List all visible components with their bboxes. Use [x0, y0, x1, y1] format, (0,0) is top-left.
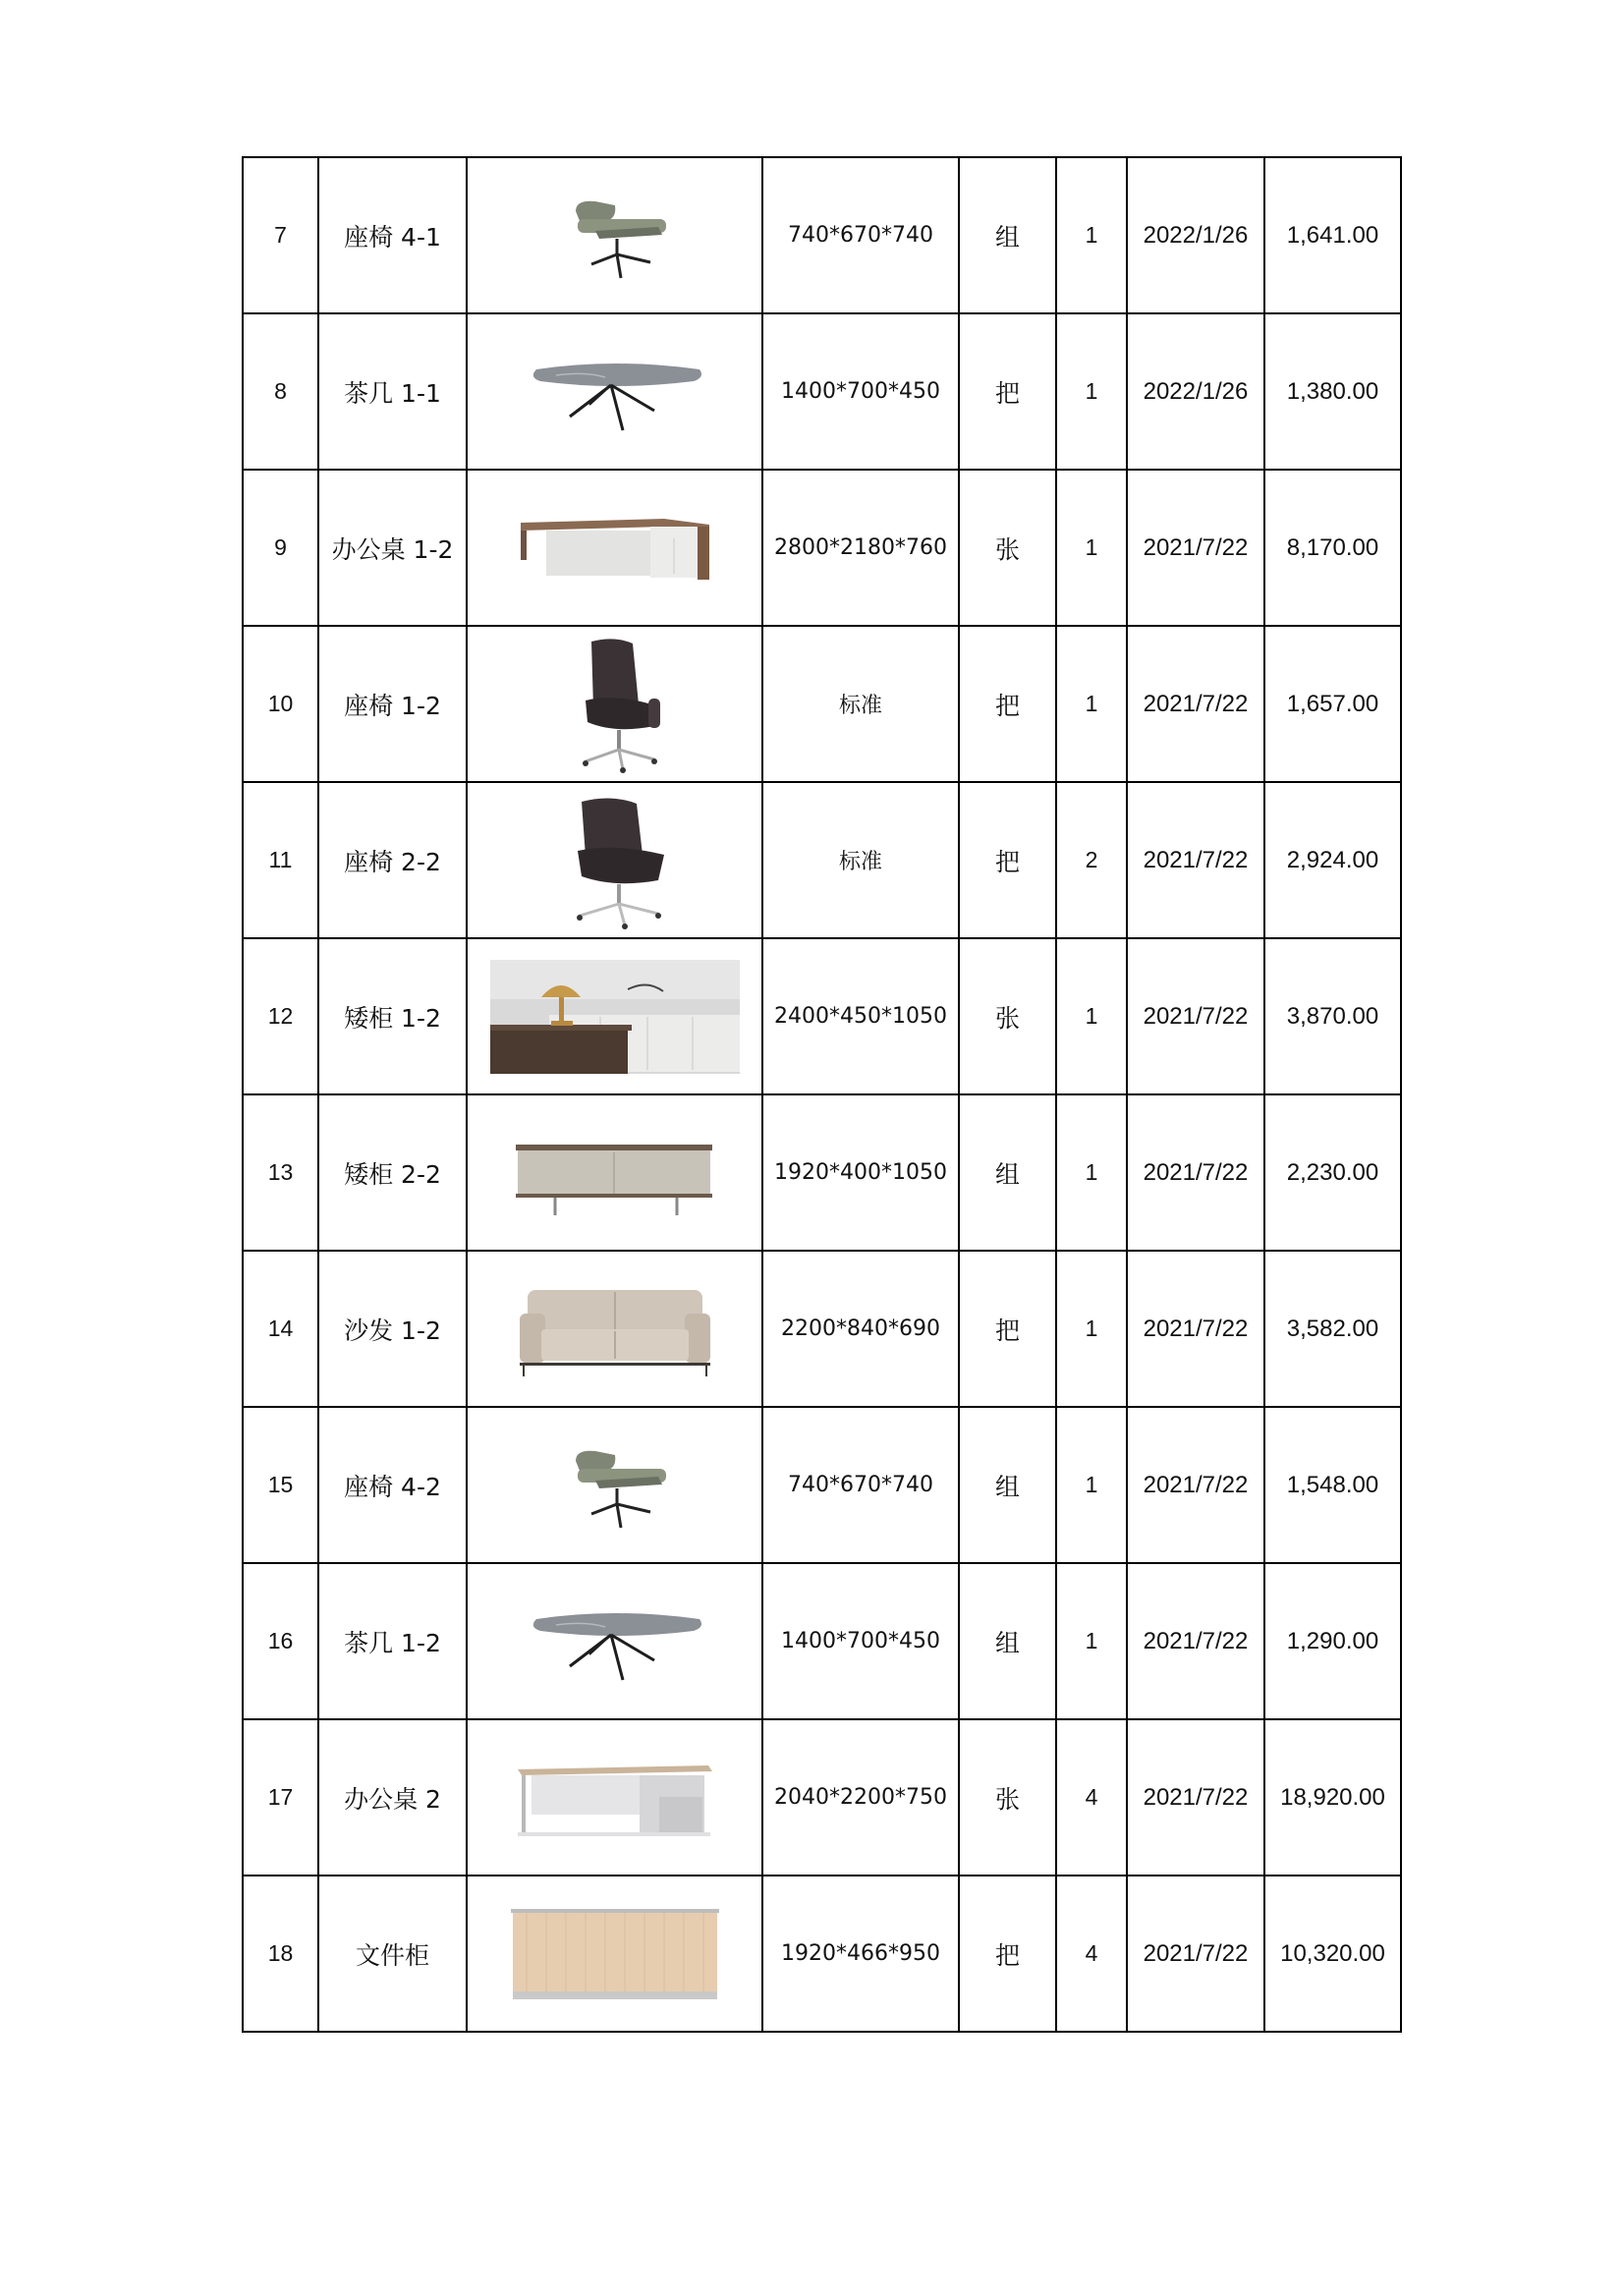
table-row	[243, 470, 1401, 626]
item-image-cell	[467, 1719, 762, 1876]
item-name: 文件柜	[318, 1876, 467, 2032]
item-date: 2021/7/22	[1127, 626, 1264, 782]
table-row	[243, 1251, 1401, 1407]
table-row	[243, 1876, 1401, 2032]
item-name: 办公桌 1-2	[318, 470, 467, 626]
item-quantity: 1	[1056, 470, 1127, 626]
item-price: 1,641.00	[1264, 157, 1401, 313]
item-image-cell	[467, 1094, 762, 1251]
item-quantity: 1	[1056, 157, 1127, 313]
item-spec: 1920*466*950	[762, 1876, 959, 2032]
item-spec: 标准	[762, 626, 959, 782]
two-seat-sofa-icon	[512, 1280, 718, 1378]
lounge-chair-grey-icon	[556, 192, 674, 280]
row-number: 7	[243, 157, 318, 313]
item-unit: 组	[959, 1407, 1056, 1563]
table-row	[243, 782, 1401, 938]
item-image-cell	[467, 1563, 762, 1719]
item-name: 座椅 4-2	[318, 1407, 467, 1563]
item-date: 2021/7/22	[1127, 1251, 1264, 1407]
item-date: 2022/1/26	[1127, 313, 1264, 470]
item-quantity: 1	[1056, 1094, 1127, 1251]
swivel-office-chair-icon	[556, 792, 674, 929]
row-number: 8	[243, 313, 318, 470]
row-number: 9	[243, 470, 318, 626]
item-unit: 把	[959, 782, 1056, 938]
item-image-cell	[467, 1876, 762, 2032]
low-cabinet-with-lamp-photo	[490, 960, 740, 1074]
row-number: 18	[243, 1876, 318, 2032]
item-image-cell	[467, 157, 762, 313]
item-unit: 把	[959, 1251, 1056, 1407]
item-price: 1,657.00	[1264, 626, 1401, 782]
item-unit: 张	[959, 938, 1056, 1094]
sideboard-cabinet-icon	[512, 1129, 718, 1217]
item-price: 2,924.00	[1264, 782, 1401, 938]
item-name: 矮柜 1-2	[318, 938, 467, 1094]
file-cabinet-wood-icon	[507, 1905, 723, 2003]
item-image-cell	[467, 313, 762, 470]
item-unit: 把	[959, 313, 1056, 470]
row-number: 10	[243, 626, 318, 782]
row-number: 17	[243, 1719, 318, 1876]
item-spec: 2040*2200*750	[762, 1719, 959, 1876]
furniture-list-table-wrapper	[242, 156, 1402, 2033]
item-unit: 组	[959, 1094, 1056, 1251]
lounge-chair-grey-icon	[556, 1441, 674, 1530]
item-unit: 把	[959, 1876, 1056, 2032]
item-price: 1,290.00	[1264, 1563, 1401, 1719]
item-image-cell	[467, 1251, 762, 1407]
item-spec: 2200*840*690	[762, 1251, 959, 1407]
table-row	[243, 313, 1401, 470]
table-row	[243, 1563, 1401, 1719]
item-spec: 1400*700*450	[762, 313, 959, 470]
item-name: 座椅 2-2	[318, 782, 467, 938]
row-number: 11	[243, 782, 318, 938]
item-spec: 740*670*740	[762, 1407, 959, 1563]
item-name: 办公桌 2	[318, 1719, 467, 1876]
table-row	[243, 626, 1401, 782]
office-desk-white-icon	[512, 1754, 718, 1842]
item-spec: 标准	[762, 782, 959, 938]
row-number: 15	[243, 1407, 318, 1563]
item-price: 3,582.00	[1264, 1251, 1401, 1407]
item-name: 茶几 1-2	[318, 1563, 467, 1719]
item-image-cell	[467, 782, 762, 938]
item-image-cell	[467, 1407, 762, 1563]
table-row	[243, 1407, 1401, 1563]
high-back-office-chair-icon	[556, 636, 674, 773]
item-spec: 2800*2180*760	[762, 470, 959, 626]
row-number: 14	[243, 1251, 318, 1407]
item-price: 18,920.00	[1264, 1719, 1401, 1876]
furniture-list-table	[242, 156, 1402, 2033]
item-name: 茶几 1-1	[318, 313, 467, 470]
item-quantity: 1	[1056, 1563, 1127, 1719]
table-row	[243, 1719, 1401, 1876]
item-unit: 组	[959, 157, 1056, 313]
item-spec: 1920*400*1050	[762, 1094, 959, 1251]
item-quantity: 2	[1056, 782, 1127, 938]
item-unit: 张	[959, 1719, 1056, 1876]
item-date: 2021/7/22	[1127, 1719, 1264, 1876]
item-price: 2,230.00	[1264, 1094, 1401, 1251]
item-price: 3,870.00	[1264, 938, 1401, 1094]
table-row	[243, 938, 1401, 1094]
coffee-table-marble-icon	[517, 348, 713, 436]
item-date: 2021/7/22	[1127, 1407, 1264, 1563]
item-image-cell	[467, 938, 762, 1094]
row-number: 16	[243, 1563, 318, 1719]
item-quantity: 1	[1056, 938, 1127, 1094]
item-name: 座椅 4-1	[318, 157, 467, 313]
item-name: 沙发 1-2	[318, 1251, 467, 1407]
item-quantity: 1	[1056, 626, 1127, 782]
item-name: 矮柜 2-2	[318, 1094, 467, 1251]
item-date: 2022/1/26	[1127, 157, 1264, 313]
item-date: 2021/7/22	[1127, 470, 1264, 626]
item-spec: 2400*450*1050	[762, 938, 959, 1094]
table-row	[243, 157, 1401, 313]
item-date: 2021/7/22	[1127, 1563, 1264, 1719]
item-spec: 1400*700*450	[762, 1563, 959, 1719]
table-row	[243, 1094, 1401, 1251]
item-name: 座椅 1-2	[318, 626, 467, 782]
item-spec: 740*670*740	[762, 157, 959, 313]
item-date: 2021/7/22	[1127, 782, 1264, 938]
item-unit: 组	[959, 1563, 1056, 1719]
item-date: 2021/7/22	[1127, 938, 1264, 1094]
item-date: 2021/7/22	[1127, 1876, 1264, 2032]
item-image-cell	[467, 470, 762, 626]
row-number: 13	[243, 1094, 318, 1251]
item-price: 1,380.00	[1264, 313, 1401, 470]
coffee-table-marble-icon	[517, 1597, 713, 1686]
item-unit: 把	[959, 626, 1056, 782]
item-quantity: 1	[1056, 1407, 1127, 1563]
item-price: 10,320.00	[1264, 1876, 1401, 2032]
item-date: 2021/7/22	[1127, 1094, 1264, 1251]
item-price: 1,548.00	[1264, 1407, 1401, 1563]
office-desk-l-shape-icon	[517, 509, 713, 588]
item-quantity: 4	[1056, 1719, 1127, 1876]
item-quantity: 1	[1056, 313, 1127, 470]
item-image-cell	[467, 626, 762, 782]
item-quantity: 4	[1056, 1876, 1127, 2032]
item-unit: 张	[959, 470, 1056, 626]
row-number: 12	[243, 938, 318, 1094]
item-price: 8,170.00	[1264, 470, 1401, 626]
item-quantity: 1	[1056, 1251, 1127, 1407]
